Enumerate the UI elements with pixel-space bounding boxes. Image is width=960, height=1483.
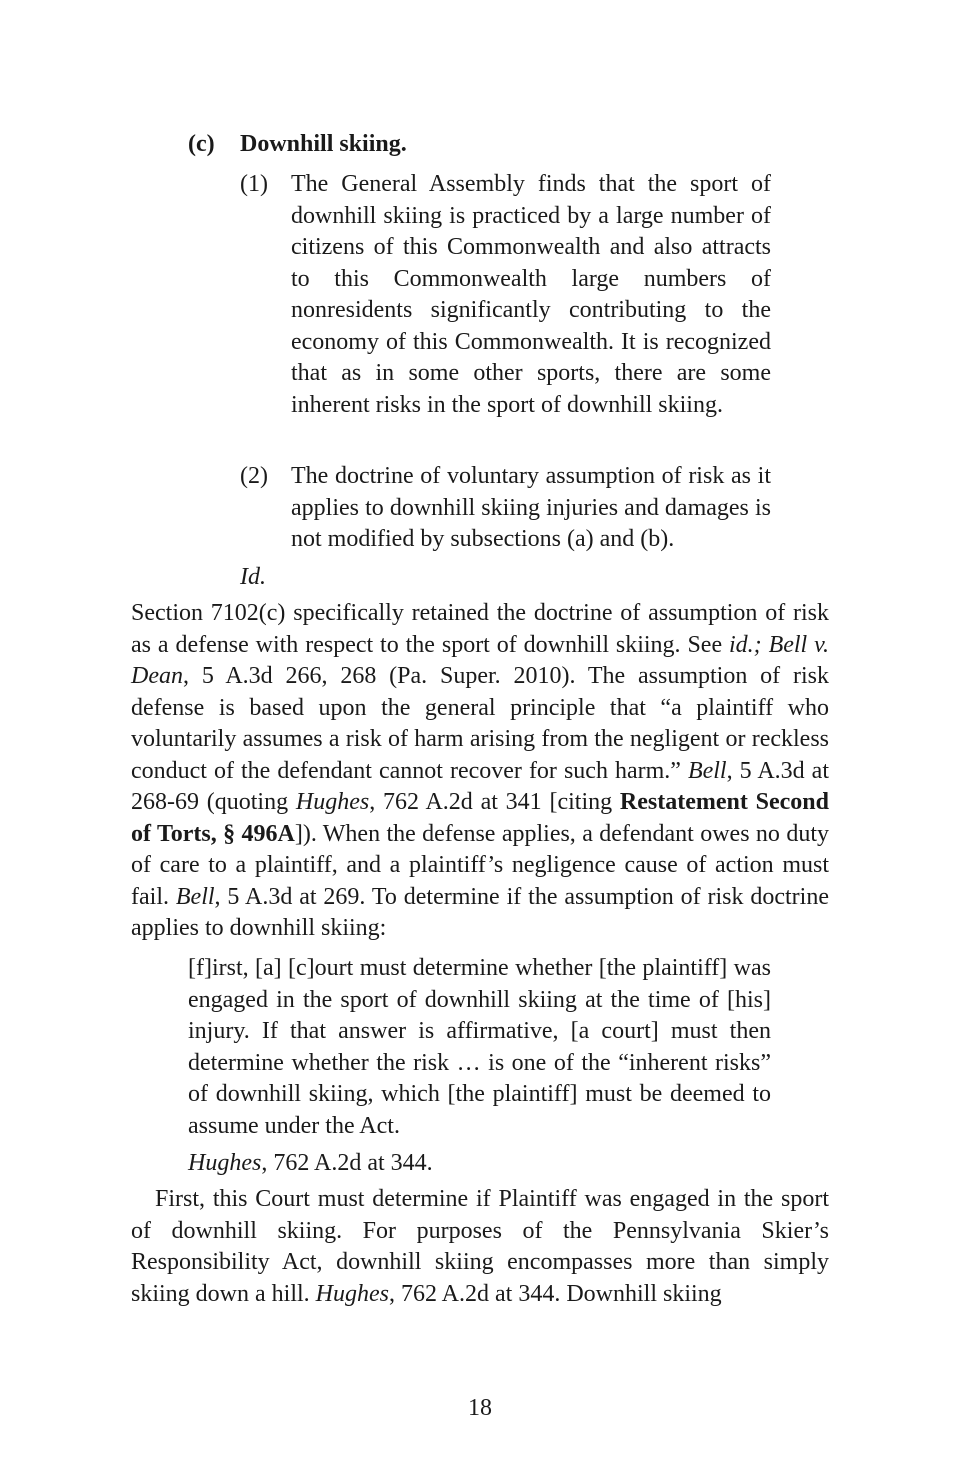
text-run: First, this Court must determine if Plaintiff was engaged in the sport of downhill skiing. For purposes of the Pennsylvania Skier’s Responsibility Act, downhill skiing encompasses more than simply skiing down a hill.: [131, 1186, 829, 1307]
case-citation: Bell: [175, 883, 215, 910]
case-citation: Bell: [687, 757, 727, 784]
item-text: The General Assembly finds that the sport of downhill skiing is practiced by a large number of citizens of this Commonwealth and also attracts to this Commonwealth large numbers of nonresidents significantly contributing to the economy of this Commonwealth. It is recognized that as in some other sports, there are some inherent risks in the sport of downhill skiing.: [291, 171, 771, 418]
text-run: ]). When the defense applies, a defendant owes no duty of care to a plaintiff, and a plaintiff’s negligence cause of action must fail.: [131, 820, 829, 910]
text-run: , 762 A.2d at 344. Downhill skiing: [389, 1280, 722, 1307]
restatement-citation: Restatement Second of Torts, § 496A: [131, 789, 829, 847]
quote-citation: [188, 1148, 433, 1180]
text-run: , 5 A.3d at 268-69 (quoting: [131, 757, 830, 815]
section-title: Downhill skiing.: [240, 131, 407, 157]
block-quote: [f]irst, [a] [c]ourt must determine whether [the plaintiff] was engaged in the sport of downhill skiing at the time of [his] injury. If that answer is affirmative, [a court] must then determine whether the risk … is one of the “inherent risks” of downhill skiing, which [the plaintiff] must be deemed to assume under the Act.: [188, 955, 771, 1139]
case-citation: Hughes: [188, 1150, 262, 1176]
case-citation: Hughes: [315, 1280, 389, 1307]
text-run: , 762 A.2d at 341 [citing: [369, 789, 620, 815]
item-text: The doctrine of voluntary assumption of risk as it applies to downhill skiing injuries and damages is not modified by subsections (a) and (b).: [291, 463, 771, 552]
case-citation: id.; Bell v. Dean: [131, 631, 829, 689]
text-run: , 762 A.2d at 344.: [261, 1150, 433, 1176]
item-number: (2): [240, 463, 268, 489]
body-paragraph-1: [131, 598, 829, 945]
text-run: , 5 A.3d 266, 268 (Pa. Super. 2010). The assumption of risk defense is based upon the general principle that “a plaintiff who voluntarily assumes a risk of harm arising from the negligent or reckless conduct of the defendant cannot recover for such harm.”: [131, 663, 829, 784]
id-citation: Id.: [240, 564, 266, 590]
page-number: 18: [468, 1395, 492, 1421]
case-citation: Hughes: [295, 789, 370, 815]
text-run: Section 7102(c) specifically retained the doctrine of assumption of risk as a defense with respect to the sport of downhill skiing. See: [131, 600, 829, 658]
text-run: , 5 A.3d at 269. To determine if the assumption of risk doctrine applies to downhill skiing:: [131, 883, 829, 941]
item-number: (1): [240, 171, 268, 197]
body-paragraph-2: [131, 1184, 829, 1310]
section-label: (c): [188, 131, 215, 157]
section-heading: [188, 129, 407, 161]
